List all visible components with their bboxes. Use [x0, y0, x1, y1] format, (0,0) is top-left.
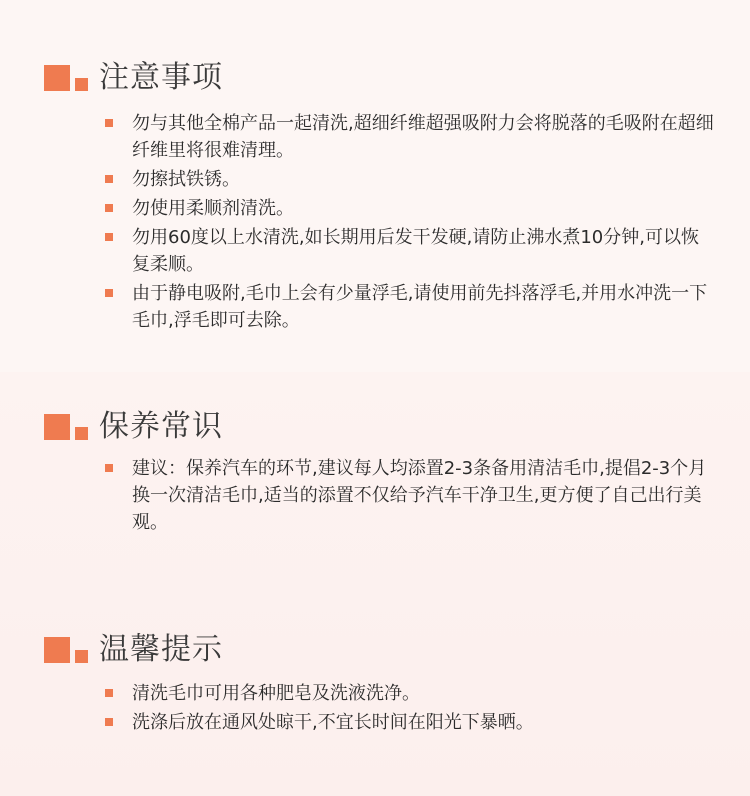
item-list [104, 680, 714, 736]
list-item [104, 166, 714, 193]
section-marker-icon [44, 414, 89, 440]
list-item [104, 195, 714, 222]
bullet-icon [105, 689, 113, 697]
item-list [104, 110, 714, 334]
bullet-icon [105, 175, 113, 183]
item-text: 勿用60度以上水清洗,如长期用后发干发硬,请防止沸水煮10分钟,可以恢复柔顺。 [132, 227, 699, 275]
section-title: 注意事项 [99, 60, 223, 95]
section-heading [44, 407, 223, 447]
list-item [104, 680, 714, 707]
section-heading [44, 58, 223, 98]
bullet-icon [105, 233, 113, 241]
section-title: 保养常识 [99, 409, 223, 444]
bullet-icon [105, 204, 113, 212]
section-marker-icon [44, 65, 89, 91]
section-heading [44, 630, 223, 670]
item-text: 勿与其他全棉产品一起清洗,超细纤维超强吸附力会将脱落的毛吸附在超细纤维里将很难清理。 [132, 113, 714, 161]
item-text: 清洗毛巾可用各种肥皂及洗液洗净。 [132, 683, 420, 704]
section-title: 温馨提示 [99, 632, 223, 667]
section-marker-icon [44, 637, 89, 663]
item-text: 建议：保养汽车的环节,建议每人均添置2-3条备用清洁毛巾,提倡2-3个月换一次清洁毛巾,适当的添置不仅给予汽车干净卫生,更方便了自己出行美观。 [132, 458, 707, 533]
list-item [104, 280, 714, 334]
bullet-icon [105, 289, 113, 297]
list-item [104, 224, 714, 278]
list-item [104, 455, 714, 536]
item-text: 勿使用柔顺剂清洗。 [132, 198, 294, 219]
list-item [104, 110, 714, 164]
bullet-icon [105, 718, 113, 726]
list-item [104, 709, 714, 736]
item-text: 由于静电吸附,毛巾上会有少量浮毛,请使用前先抖落浮毛,并用水冲洗一下毛巾,浮毛即可去除。 [132, 283, 708, 331]
item-text: 洗涤后放在通风处晾干,不宜长时间在阳光下暴晒。 [132, 712, 534, 733]
item-text: 勿擦拭铁锈。 [132, 169, 240, 190]
item-list [104, 455, 714, 536]
bullet-icon [105, 119, 113, 127]
bullet-icon [105, 464, 113, 472]
